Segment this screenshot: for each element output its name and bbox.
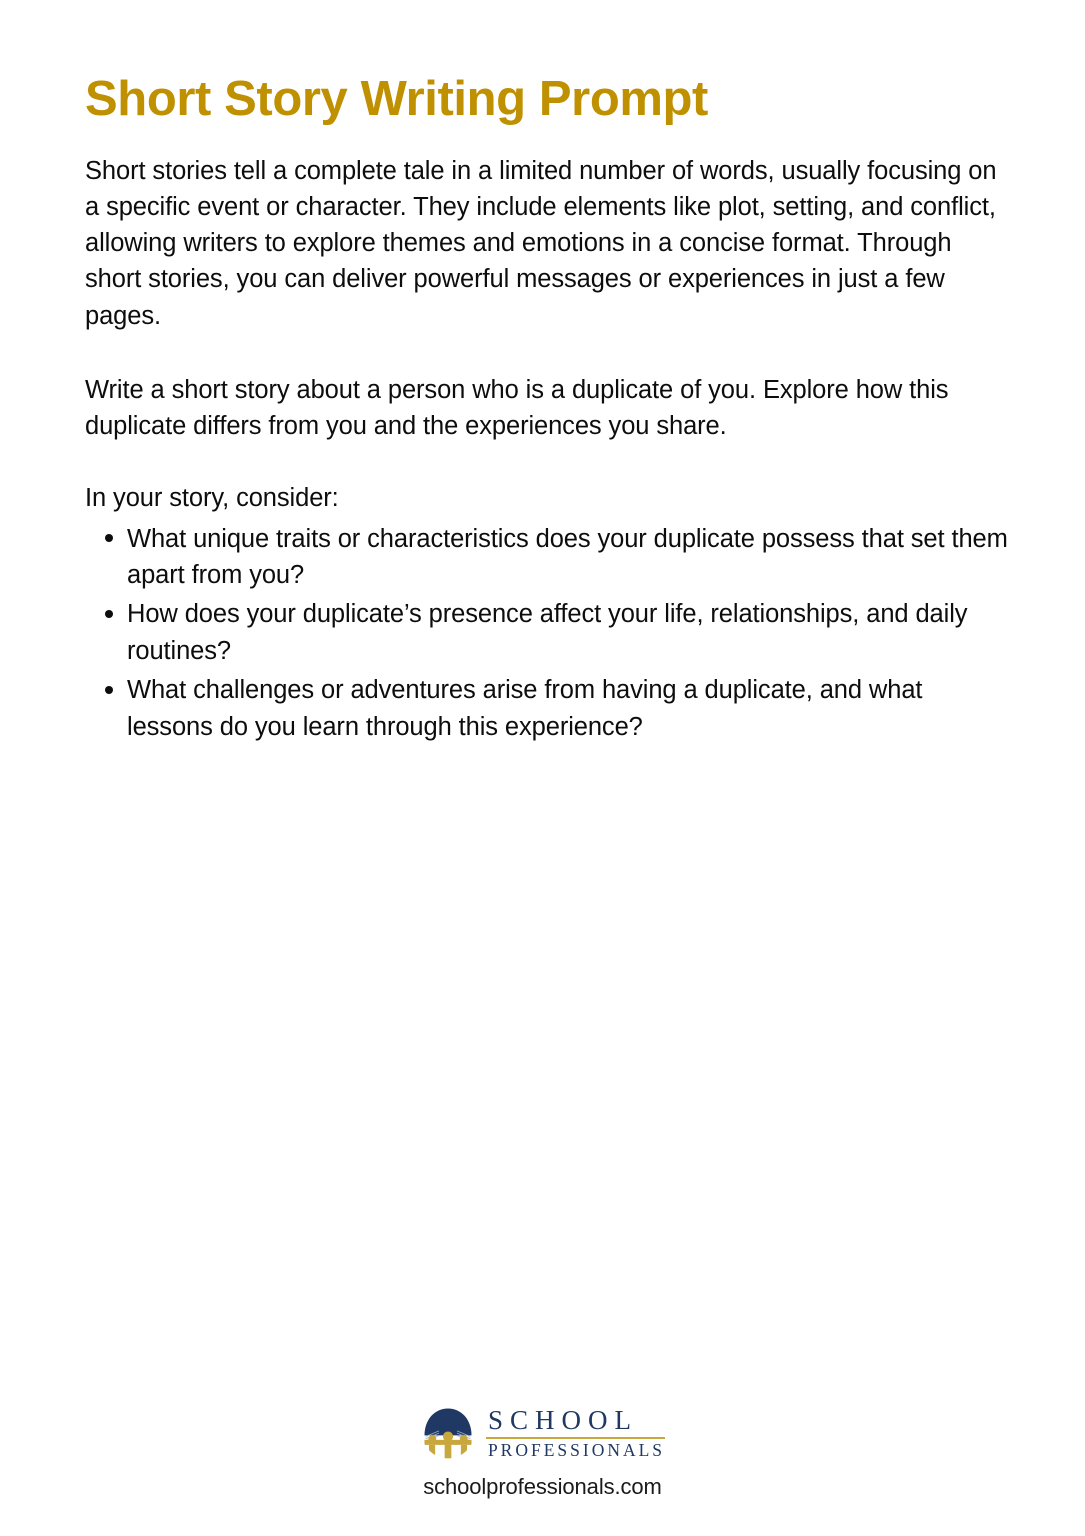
bullet-icon bbox=[105, 534, 113, 542]
page-title: Short Story Writing Prompt bbox=[85, 72, 708, 126]
wordmark-divider bbox=[486, 1437, 665, 1439]
list-item bbox=[85, 596, 1010, 670]
list-item-text: What unique traits or characteristics does your duplicate possess that set them apart from you? bbox=[127, 524, 1008, 590]
list-item bbox=[85, 672, 1010, 746]
school-professionals-emblem-icon bbox=[420, 1404, 476, 1460]
prompt-bullet-list bbox=[85, 521, 1010, 747]
wordmark-professionals: PROFESSIONALS bbox=[487, 1439, 666, 1460]
bullet-icon bbox=[105, 610, 113, 618]
bullet-icon bbox=[105, 686, 113, 694]
consider-label: In your story, consider: bbox=[85, 484, 339, 513]
prompt-paragraph: Write a short story about a person who is a duplicate of you. Explore how this duplicate differs from you and the experiences you share. bbox=[85, 375, 949, 441]
document-content bbox=[85, 72, 1010, 748]
list-item-text: How does your duplicate’s presence affect your life, relationships, and daily routines? bbox=[127, 600, 968, 666]
list-item-text: What challenges or adventures arise from having a duplicate, and what lessons do you learn through this experience? bbox=[127, 676, 923, 742]
page-footer bbox=[0, 1404, 1085, 1500]
brand-logo bbox=[420, 1404, 665, 1460]
website-url: schoolprofessionals.com bbox=[423, 1474, 662, 1499]
intro-paragraph: Short stories tell a complete tale in a limited number of words, usually focusing on a specific event or character. They include elements like plot, setting, and conflict, allowing writers to explore themes and emotions in a concise format. Through short stories, you can deliver powerful messages or experiences in just a few pages. bbox=[85, 156, 997, 330]
wordmark-school: SCHOOL bbox=[487, 1404, 638, 1435]
brand-wordmark bbox=[486, 1405, 665, 1460]
list-item bbox=[85, 521, 1010, 595]
